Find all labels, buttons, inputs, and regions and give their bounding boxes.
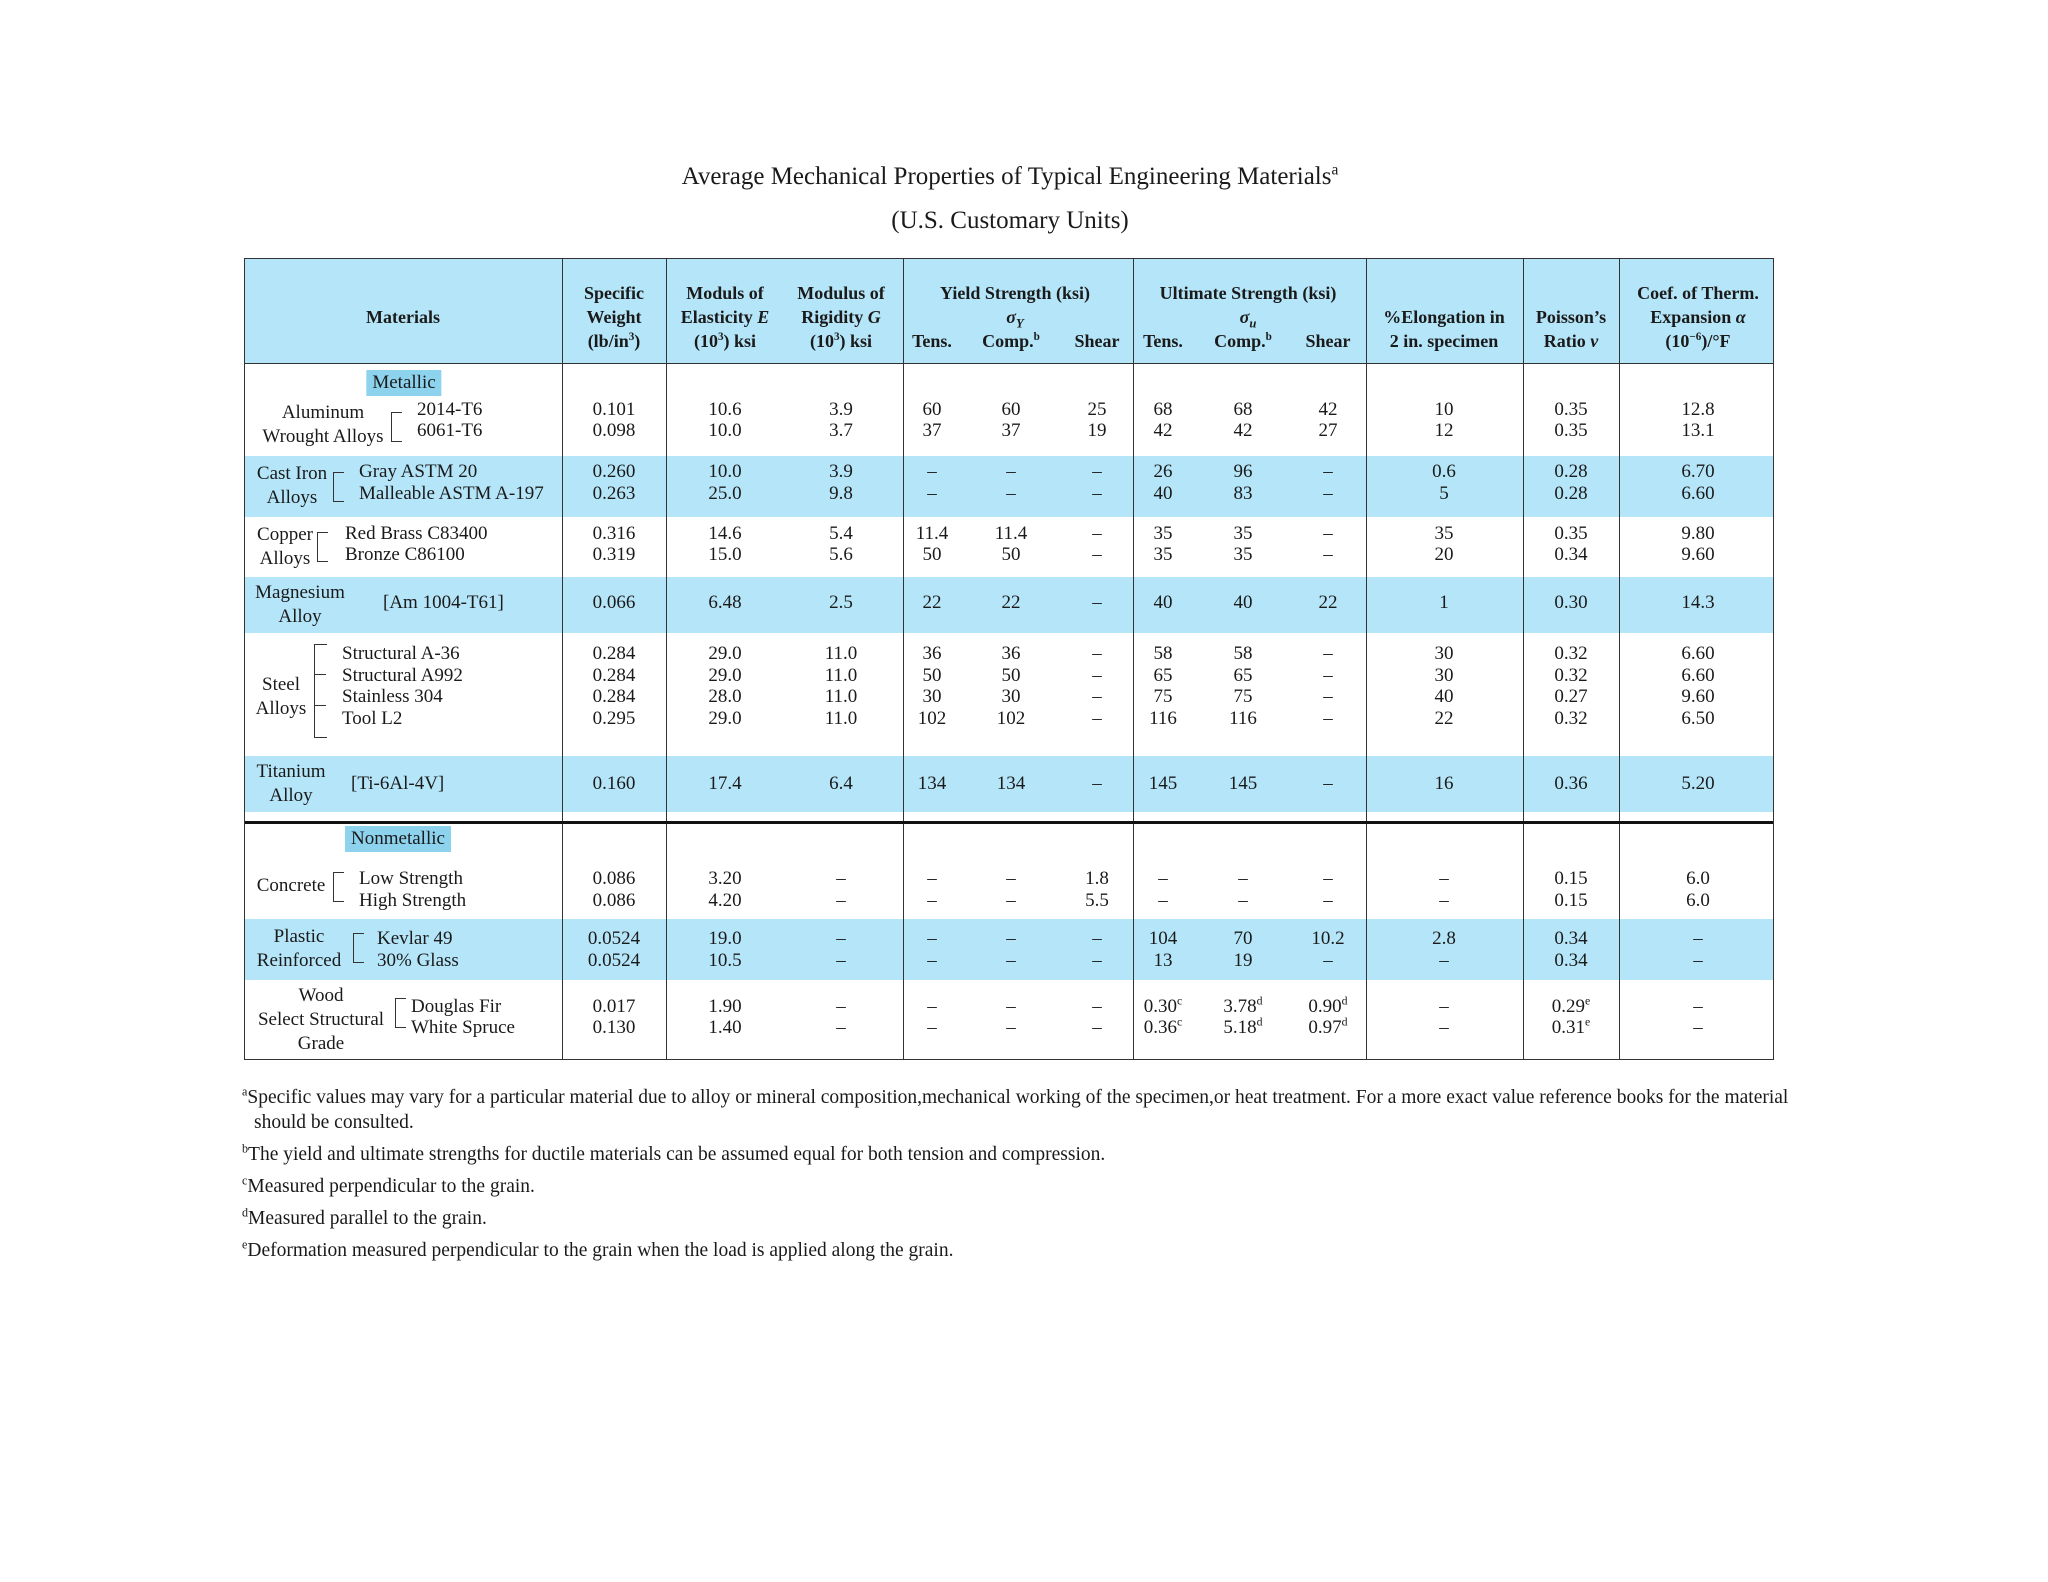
table-cell: 58 bbox=[1233, 643, 1253, 664]
table-cell: 36 bbox=[922, 643, 942, 664]
table-cell: 96 bbox=[1233, 461, 1253, 482]
table-cell: – bbox=[1092, 544, 1102, 565]
header-ultimate-shear: Shear bbox=[1305, 331, 1351, 351]
table-cell: 11.0 bbox=[824, 686, 858, 707]
group-wood: Wood Select Structural Grade bbox=[257, 985, 385, 1054]
table-cell: 70 bbox=[1233, 928, 1253, 949]
table-cell: – bbox=[836, 868, 846, 889]
header-elongation: %Elongation in 2 in. specimen bbox=[1383, 307, 1505, 351]
table-cell: 0.284 bbox=[592, 643, 636, 664]
table-title: Average Mechanical Properties of Typical Engineering Materials$^a$ bbox=[681, 161, 1339, 190]
table-cell: 40 bbox=[1153, 483, 1173, 504]
table-cell: – bbox=[1238, 868, 1248, 889]
table-cell: 1 bbox=[1439, 592, 1449, 613]
table-cell: – bbox=[1323, 544, 1333, 565]
table-cell: 0.319 bbox=[592, 544, 636, 565]
properties-table bbox=[244, 258, 1774, 1060]
table-cell: 6.60 bbox=[1681, 665, 1715, 686]
material-name: Stainless 304 bbox=[342, 686, 443, 707]
table-cell: 42 bbox=[1318, 399, 1338, 420]
table-cell: 40 bbox=[1153, 592, 1173, 613]
table-cell: – bbox=[1323, 461, 1333, 482]
group-magnesium: Magnesium Alloy bbox=[255, 582, 345, 627]
table-cell: 11.0 bbox=[824, 708, 858, 729]
table-cell: – bbox=[1092, 592, 1102, 613]
table-cell: 0.36$^c$ bbox=[1143, 1015, 1183, 1038]
table-cell: 145 bbox=[1148, 773, 1178, 794]
table-cell: 0.295 bbox=[592, 708, 636, 729]
table-cell: – bbox=[1693, 928, 1703, 949]
table-cell: 0.29e bbox=[1551, 994, 1591, 1017]
section-metallic: Metallic bbox=[366, 370, 441, 396]
table-cell: – bbox=[1006, 461, 1016, 482]
table-cell: – bbox=[1092, 928, 1102, 949]
table-cell: 116 bbox=[1229, 708, 1257, 729]
material-name: Kevlar 49 bbox=[377, 928, 453, 949]
table-cell: 37 bbox=[1001, 420, 1021, 441]
table-cell: – bbox=[1323, 483, 1333, 504]
table-cell: 9.60 bbox=[1681, 686, 1715, 707]
table-cell: 17.4 bbox=[708, 773, 742, 794]
table-cell: – bbox=[1323, 773, 1333, 794]
material-name: Low Strength bbox=[359, 868, 463, 889]
table-cell: 116 bbox=[1149, 708, 1177, 729]
header-materials: Materials bbox=[366, 307, 440, 327]
table-cell: 60 bbox=[1001, 399, 1021, 420]
table-cell: – bbox=[1092, 1017, 1102, 1038]
material-name: Red Brass C83400 bbox=[345, 523, 488, 544]
footnotes bbox=[242, 1085, 1802, 1270]
group-aluminum: Aluminum Wrought Alloys bbox=[262, 402, 384, 447]
group-titanium: Titanium Alloy bbox=[256, 761, 326, 806]
table-cell: 27 bbox=[1318, 420, 1338, 441]
table-cell: 40 bbox=[1434, 686, 1454, 707]
table-cell: – bbox=[1323, 868, 1333, 889]
table-cell: 35 bbox=[1153, 523, 1173, 544]
table-cell: 12.8 bbox=[1681, 399, 1715, 420]
table-cell: – bbox=[927, 996, 937, 1017]
table-cell: 3.78$^d$ bbox=[1223, 994, 1263, 1017]
table-cell: – bbox=[1693, 950, 1703, 971]
table-cell: 10.0 bbox=[708, 461, 742, 482]
table-cell: – bbox=[1092, 483, 1102, 504]
table-cell: – bbox=[836, 950, 846, 971]
table-cell: 0.32 bbox=[1554, 665, 1588, 686]
material-name: Malleable ASTM A-197 bbox=[359, 483, 544, 504]
section-nonmetallic: Nonmetallic bbox=[345, 826, 451, 852]
table-cell: 0.284 bbox=[592, 686, 636, 707]
table-cell: 29.0 bbox=[708, 708, 742, 729]
table-cell: 28.0 bbox=[708, 686, 742, 707]
table-cell: 30 bbox=[1001, 686, 1021, 707]
table-cell: 12 bbox=[1434, 420, 1454, 441]
table-cell: – bbox=[1323, 890, 1333, 911]
material-name: 2014-T6 bbox=[417, 399, 483, 420]
table-cell: 0.260 bbox=[592, 461, 636, 482]
table-cell: 29.0 bbox=[708, 665, 742, 686]
table-cell: 1.90 bbox=[708, 996, 742, 1017]
table-cell: 0.31e bbox=[1551, 1015, 1591, 1038]
table-cell: 6.50 bbox=[1681, 708, 1715, 729]
table-cell: 60 bbox=[922, 399, 942, 420]
table-cell: 6.0 bbox=[1686, 868, 1710, 889]
table-cell: 102 bbox=[996, 708, 1026, 729]
material-name: High Strength bbox=[359, 890, 467, 911]
table-cell: – bbox=[1006, 868, 1016, 889]
table-cell: – bbox=[1323, 643, 1333, 664]
table-cell: – bbox=[1323, 708, 1333, 729]
table-cell: – bbox=[1439, 996, 1449, 1017]
table-cell: 13 bbox=[1153, 950, 1173, 971]
material-name: [Ti-6Al-4V] bbox=[351, 773, 445, 794]
table-cell: – bbox=[1693, 996, 1703, 1017]
table-cell: 0.017 bbox=[592, 996, 636, 1017]
table-cell: 25.0 bbox=[708, 483, 742, 504]
table-cell: – bbox=[1439, 868, 1449, 889]
table-cell: 3.9 bbox=[829, 399, 853, 420]
material-name: Structural A-36 bbox=[342, 643, 460, 664]
table-cell: 30 bbox=[922, 686, 942, 707]
table-cell: – bbox=[1323, 950, 1333, 971]
table-cell: 16 bbox=[1434, 773, 1454, 794]
table-cell: 0.30 bbox=[1554, 592, 1588, 613]
table-cell: 0.263 bbox=[592, 483, 636, 504]
header-ultimate-comp: Comp.$^b$ bbox=[1214, 331, 1272, 351]
table-cell: 5.20 bbox=[1681, 773, 1715, 794]
table-cell: 65 bbox=[1153, 665, 1173, 686]
table-cell: – bbox=[1158, 868, 1168, 889]
group-copper: Copper Alloys bbox=[257, 524, 313, 569]
table-cell: 0.35 bbox=[1554, 420, 1588, 441]
table-cell: – bbox=[1092, 686, 1102, 707]
table-cell: – bbox=[927, 461, 937, 482]
table-cell: 0.34 bbox=[1554, 544, 1588, 565]
table-cell: – bbox=[1092, 643, 1102, 664]
table-cell: 26 bbox=[1153, 461, 1173, 482]
table-cell: – bbox=[1092, 708, 1102, 729]
table-cell: – bbox=[1323, 686, 1333, 707]
table-cell: 3.20 bbox=[708, 868, 742, 889]
table-cell: 5.18$^d$ bbox=[1223, 1015, 1263, 1038]
table-cell: 14.6 bbox=[708, 523, 742, 544]
table-cell: – bbox=[836, 890, 846, 911]
table-cell: – bbox=[1006, 996, 1016, 1017]
table-cell: – bbox=[836, 996, 846, 1017]
table-cell: 42 bbox=[1153, 420, 1173, 441]
header-specific-weight: Specific Weight $(lb/in^3)$ bbox=[584, 283, 644, 351]
header-yield-tens: Tens. bbox=[912, 331, 952, 351]
footnote-e: $^e$Deformation measured perpendicular to the grain when the load is applied along the grain. bbox=[242, 1237, 954, 1261]
table-cell: 35 bbox=[1153, 544, 1173, 565]
table-cell: 0.34 bbox=[1554, 950, 1588, 971]
table-cell: 0.066 bbox=[592, 592, 636, 613]
table-cell: 19.0 bbox=[708, 928, 742, 949]
table-cell: – bbox=[1323, 523, 1333, 544]
header-yield-comp: Comp.$^b$ bbox=[982, 331, 1040, 351]
table-cell: 0.15 bbox=[1554, 890, 1588, 911]
header-modulus-rigidity: Modulus of Rigidity G $(10^3)$ ksi bbox=[797, 283, 885, 351]
table-cell: 11.4 bbox=[915, 523, 949, 544]
table-cell: 22 bbox=[922, 592, 942, 613]
table-cell: 0.28 bbox=[1554, 461, 1588, 482]
table-cell: 1.40 bbox=[708, 1017, 742, 1038]
table-cell: – bbox=[1323, 665, 1333, 686]
table-cell: 35 bbox=[1233, 544, 1253, 565]
table-cell: 22 bbox=[1434, 708, 1454, 729]
table-cell: 68 bbox=[1153, 399, 1173, 420]
table-cell: – bbox=[927, 868, 937, 889]
table-cell: 0.27 bbox=[1554, 686, 1588, 707]
table-cell: 1.8 bbox=[1085, 868, 1109, 889]
table-cell: 11.0 bbox=[824, 643, 858, 664]
table-cell: – bbox=[1238, 890, 1248, 911]
table-cell: 0.160 bbox=[592, 773, 636, 794]
material-name: White Spruce bbox=[411, 1017, 515, 1038]
material-name: Bronze C86100 bbox=[345, 544, 465, 565]
material-name: Gray ASTM 20 bbox=[359, 461, 478, 482]
group-concrete: Concrete bbox=[256, 875, 326, 896]
table-cell: – bbox=[1006, 483, 1016, 504]
table-cell: 5 bbox=[1439, 483, 1449, 504]
header-modulus-elasticity: Moduls of Elasticity E $(10^3)$ ksi bbox=[680, 283, 770, 351]
table-cell: 15.0 bbox=[708, 544, 742, 565]
table-cell: 6.48 bbox=[708, 592, 742, 613]
table-cell: 9.8 bbox=[829, 483, 853, 504]
table-cell: – bbox=[1158, 890, 1168, 911]
table-cell: – bbox=[927, 950, 937, 971]
material-name: Tool L2 bbox=[342, 708, 403, 729]
table-cell: 22 bbox=[1318, 592, 1338, 613]
table-cell: 6.60 bbox=[1681, 483, 1715, 504]
footnote-b: $^b$The yield and ultimate strengths for ductile materials can be assumed equal for both tension and compression. bbox=[242, 1141, 1106, 1165]
table-cell: – bbox=[1006, 928, 1016, 949]
table-cell: 0.098 bbox=[592, 420, 636, 441]
header-ultimate-strength: Ultimate Strength (ksi) $\sigma_u$ bbox=[1159, 283, 1337, 331]
table-cell: 134 bbox=[996, 773, 1026, 794]
table-cell: 0.130 bbox=[592, 1017, 636, 1038]
table-cell: – bbox=[1006, 890, 1016, 911]
table-cell: 75 bbox=[1233, 686, 1253, 707]
table-cell: 9.80 bbox=[1681, 523, 1715, 544]
table-cell: – bbox=[1092, 665, 1102, 686]
table-cell: 50 bbox=[1001, 665, 1021, 686]
table-cell: 0.6 bbox=[1432, 461, 1456, 482]
table-cell: – bbox=[1092, 950, 1102, 971]
table-cell: 25 bbox=[1087, 399, 1107, 420]
table-cell: – bbox=[836, 928, 846, 949]
table-cell: 0.0524 bbox=[587, 928, 641, 949]
table-cell: 6.70 bbox=[1681, 461, 1715, 482]
header-poisson: Poisson’s Ratio ν bbox=[1535, 307, 1607, 351]
table-cell: 3.7 bbox=[829, 420, 853, 441]
footnote-a: $^a$Specific values may vary for a particular material due to alloy or mineral composition,mechanical working of the specimen,or heat treatment. For a more exact value reference books for the material should be consulted. bbox=[242, 1084, 1789, 1133]
table-cell: – bbox=[1092, 523, 1102, 544]
table-cell: 19 bbox=[1087, 420, 1107, 441]
table-cell: 10.6 bbox=[708, 399, 742, 420]
table-cell: 40 bbox=[1233, 592, 1253, 613]
table-cell: – bbox=[1439, 1017, 1449, 1038]
table-cell: 0.086 bbox=[592, 868, 636, 889]
table-cell: 50 bbox=[922, 665, 942, 686]
table-cell: 11.0 bbox=[824, 665, 858, 686]
table-cell: 5.5 bbox=[1085, 890, 1109, 911]
table-cell: – bbox=[927, 928, 937, 949]
table-cell: 145 bbox=[1228, 773, 1258, 794]
table-cell: 0.36 bbox=[1554, 773, 1588, 794]
table-cell: 0.28 bbox=[1554, 483, 1588, 504]
footnote-d: $^d$Measured parallel to the grain. bbox=[242, 1205, 487, 1229]
table-cell: 6.60 bbox=[1681, 643, 1715, 664]
table-cell: 0.32 bbox=[1554, 643, 1588, 664]
table-cell: 6.4 bbox=[829, 773, 853, 794]
table-cell: 0.30$^c$ bbox=[1143, 994, 1183, 1017]
table-cell: 58 bbox=[1153, 643, 1173, 664]
table-cell: 0.35 bbox=[1554, 399, 1588, 420]
table-cell: – bbox=[1092, 461, 1102, 482]
table-cell: 6.0 bbox=[1686, 890, 1710, 911]
table-cell: 4.20 bbox=[708, 890, 742, 911]
table-cell: 14.3 bbox=[1681, 592, 1715, 613]
header-yield-shear: Shear bbox=[1074, 331, 1120, 351]
table-cell: 2.5 bbox=[829, 592, 853, 613]
table-cell: 42 bbox=[1233, 420, 1253, 441]
table-cell: 0.101 bbox=[592, 399, 636, 420]
table-cell: 9.60 bbox=[1681, 544, 1715, 565]
table-cell: – bbox=[1006, 1017, 1016, 1038]
table-cell: 104 bbox=[1148, 928, 1178, 949]
table-cell: 0.90$^d$ bbox=[1308, 994, 1348, 1017]
table-subtitle: (U.S. Customary Units) bbox=[891, 207, 1129, 234]
table-cell: – bbox=[1439, 890, 1449, 911]
table-cell: 0.15 bbox=[1554, 868, 1588, 889]
table-cell: 0.34 bbox=[1554, 928, 1588, 949]
table-cell: – bbox=[1006, 950, 1016, 971]
table-cell: 10 bbox=[1434, 399, 1454, 420]
table-cell: – bbox=[927, 1017, 937, 1038]
table-cell: 68 bbox=[1233, 399, 1253, 420]
table-cell: – bbox=[1693, 1017, 1703, 1038]
group-steel: Steel Alloys bbox=[255, 674, 307, 719]
table-cell: 2.8 bbox=[1432, 928, 1456, 949]
table-cell: 13.1 bbox=[1681, 420, 1715, 441]
table-cell: – bbox=[1092, 996, 1102, 1017]
table-cell: 134 bbox=[917, 773, 947, 794]
table-cell: 5.6 bbox=[829, 544, 853, 565]
table-cell: 30 bbox=[1434, 665, 1454, 686]
table-cell: 37 bbox=[922, 420, 942, 441]
footnote-c: $^c$Measured perpendicular to the grain. bbox=[242, 1173, 535, 1197]
material-name: 6061-T6 bbox=[417, 420, 483, 441]
table-cell: 36 bbox=[1001, 643, 1021, 664]
group-plastic: Plastic Reinforced bbox=[256, 926, 342, 971]
table-cell: 83 bbox=[1233, 483, 1253, 504]
table-cell: – bbox=[927, 483, 937, 504]
table-cell: 11.4 bbox=[994, 523, 1028, 544]
table-cell: 10.2 bbox=[1311, 928, 1345, 949]
table-cell: 5.4 bbox=[829, 523, 853, 544]
table-cell: 10.5 bbox=[708, 950, 742, 971]
table-cell: 65 bbox=[1233, 665, 1253, 686]
table-cell: – bbox=[1439, 950, 1449, 971]
table-cell: 102 bbox=[917, 708, 947, 729]
table-cell: 30 bbox=[1434, 643, 1454, 664]
table-cell: 75 bbox=[1153, 686, 1173, 707]
group-cast-iron: Cast Iron Alloys bbox=[256, 463, 328, 508]
header-ultimate-tens: Tens. bbox=[1143, 331, 1183, 351]
table-cell: 0.97$^d$ bbox=[1308, 1015, 1348, 1038]
table-cell: 20 bbox=[1434, 544, 1454, 565]
table-cell: 50 bbox=[922, 544, 942, 565]
table-cell: 3.9 bbox=[829, 461, 853, 482]
material-name: [Am 1004-T61] bbox=[383, 592, 504, 613]
table-cell: 35 bbox=[1434, 523, 1454, 544]
table-cell: 22 bbox=[1001, 592, 1021, 613]
table-cell: 0.316 bbox=[592, 523, 636, 544]
table-cell: 19 bbox=[1233, 950, 1253, 971]
table-cell: 0.0524 bbox=[587, 950, 641, 971]
table-cell: 0.284 bbox=[592, 665, 636, 686]
material-name: Structural A992 bbox=[342, 665, 463, 686]
header-coef-expansion: Coef. of Therm. Expansion α $(10^{-6})/^\circ F$ bbox=[1637, 283, 1759, 351]
material-name: 30% Glass bbox=[377, 950, 459, 971]
table-cell: – bbox=[1092, 773, 1102, 794]
table-cell: 0.32 bbox=[1554, 708, 1588, 729]
table-cell: 29.0 bbox=[708, 643, 742, 664]
table-cell: 0.086 bbox=[592, 890, 636, 911]
table-cell: 10.0 bbox=[708, 420, 742, 441]
header-yield-strength: Yield Strength (ksi) $\sigma_Y$ bbox=[939, 283, 1091, 331]
material-name: Douglas Fir bbox=[411, 996, 502, 1017]
table-cell: 35 bbox=[1233, 523, 1253, 544]
table-cell: – bbox=[836, 1017, 846, 1038]
table-cell: – bbox=[927, 890, 937, 911]
table-cell: 0.35 bbox=[1554, 523, 1588, 544]
table-cell: 50 bbox=[1001, 544, 1021, 565]
